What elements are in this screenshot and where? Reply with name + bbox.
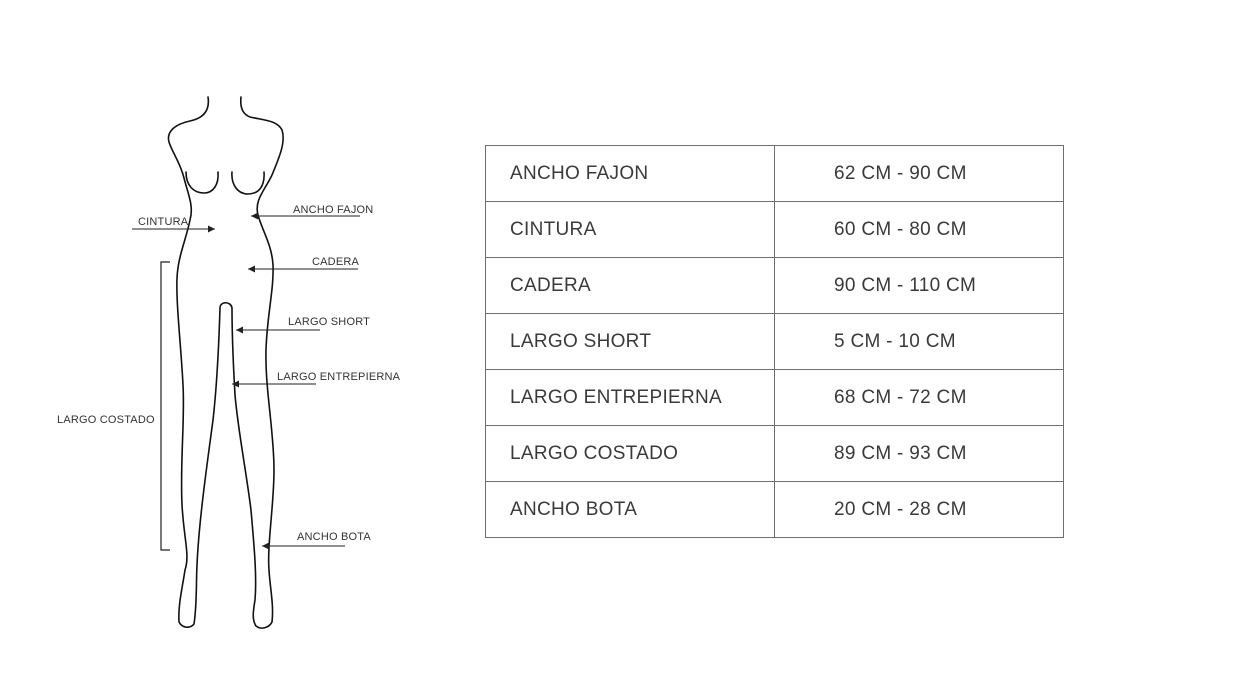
table-row bbox=[486, 202, 1064, 258]
breast-curve-right bbox=[232, 172, 264, 194]
label-ancho-bota: ANCHO BOTA bbox=[297, 531, 371, 543]
measure-name: CINTURA bbox=[486, 202, 775, 258]
largo-costado-bracket bbox=[161, 262, 170, 550]
breast-curve-left bbox=[186, 172, 218, 193]
measure-value: 89 CM - 93 CM bbox=[775, 426, 1064, 482]
measure-value: 60 CM - 80 CM bbox=[775, 202, 1064, 258]
measure-name: ANCHO FAJON bbox=[486, 146, 775, 202]
table-row bbox=[486, 370, 1064, 426]
measure-value: 20 CM - 28 CM bbox=[775, 482, 1064, 538]
body-measurement-diagram bbox=[0, 0, 460, 695]
measure-value: 5 CM - 10 CM bbox=[775, 314, 1064, 370]
measure-name: ANCHO BOTA bbox=[486, 482, 775, 538]
label-cadera: CADERA bbox=[312, 256, 360, 268]
label-cintura: CINTURA bbox=[138, 216, 189, 228]
label-ancho-fajon: ANCHO FAJON bbox=[293, 204, 374, 216]
measure-value: 68 CM - 72 CM bbox=[775, 370, 1064, 426]
label-largo-costado: LARGO COSTADO bbox=[57, 414, 155, 426]
table-row bbox=[486, 258, 1064, 314]
measure-value: 90 CM - 110 CM bbox=[775, 258, 1064, 314]
size-table bbox=[485, 145, 1064, 538]
measure-name: CADERA bbox=[486, 258, 775, 314]
label-largo-entrepierna: LARGO ENTREPIERNA bbox=[277, 371, 401, 383]
table-row bbox=[486, 482, 1064, 538]
table-row bbox=[486, 146, 1064, 202]
measure-name: LARGO SHORT bbox=[486, 314, 775, 370]
measure-name: LARGO ENTREPIERNA bbox=[486, 370, 775, 426]
body-silhouette bbox=[0, 0, 460, 695]
table-row bbox=[486, 314, 1064, 370]
table-row bbox=[486, 426, 1064, 482]
measure-value: 62 CM - 90 CM bbox=[775, 146, 1064, 202]
measure-name: LARGO COSTADO bbox=[486, 426, 775, 482]
label-largo-short: LARGO SHORT bbox=[288, 316, 371, 328]
